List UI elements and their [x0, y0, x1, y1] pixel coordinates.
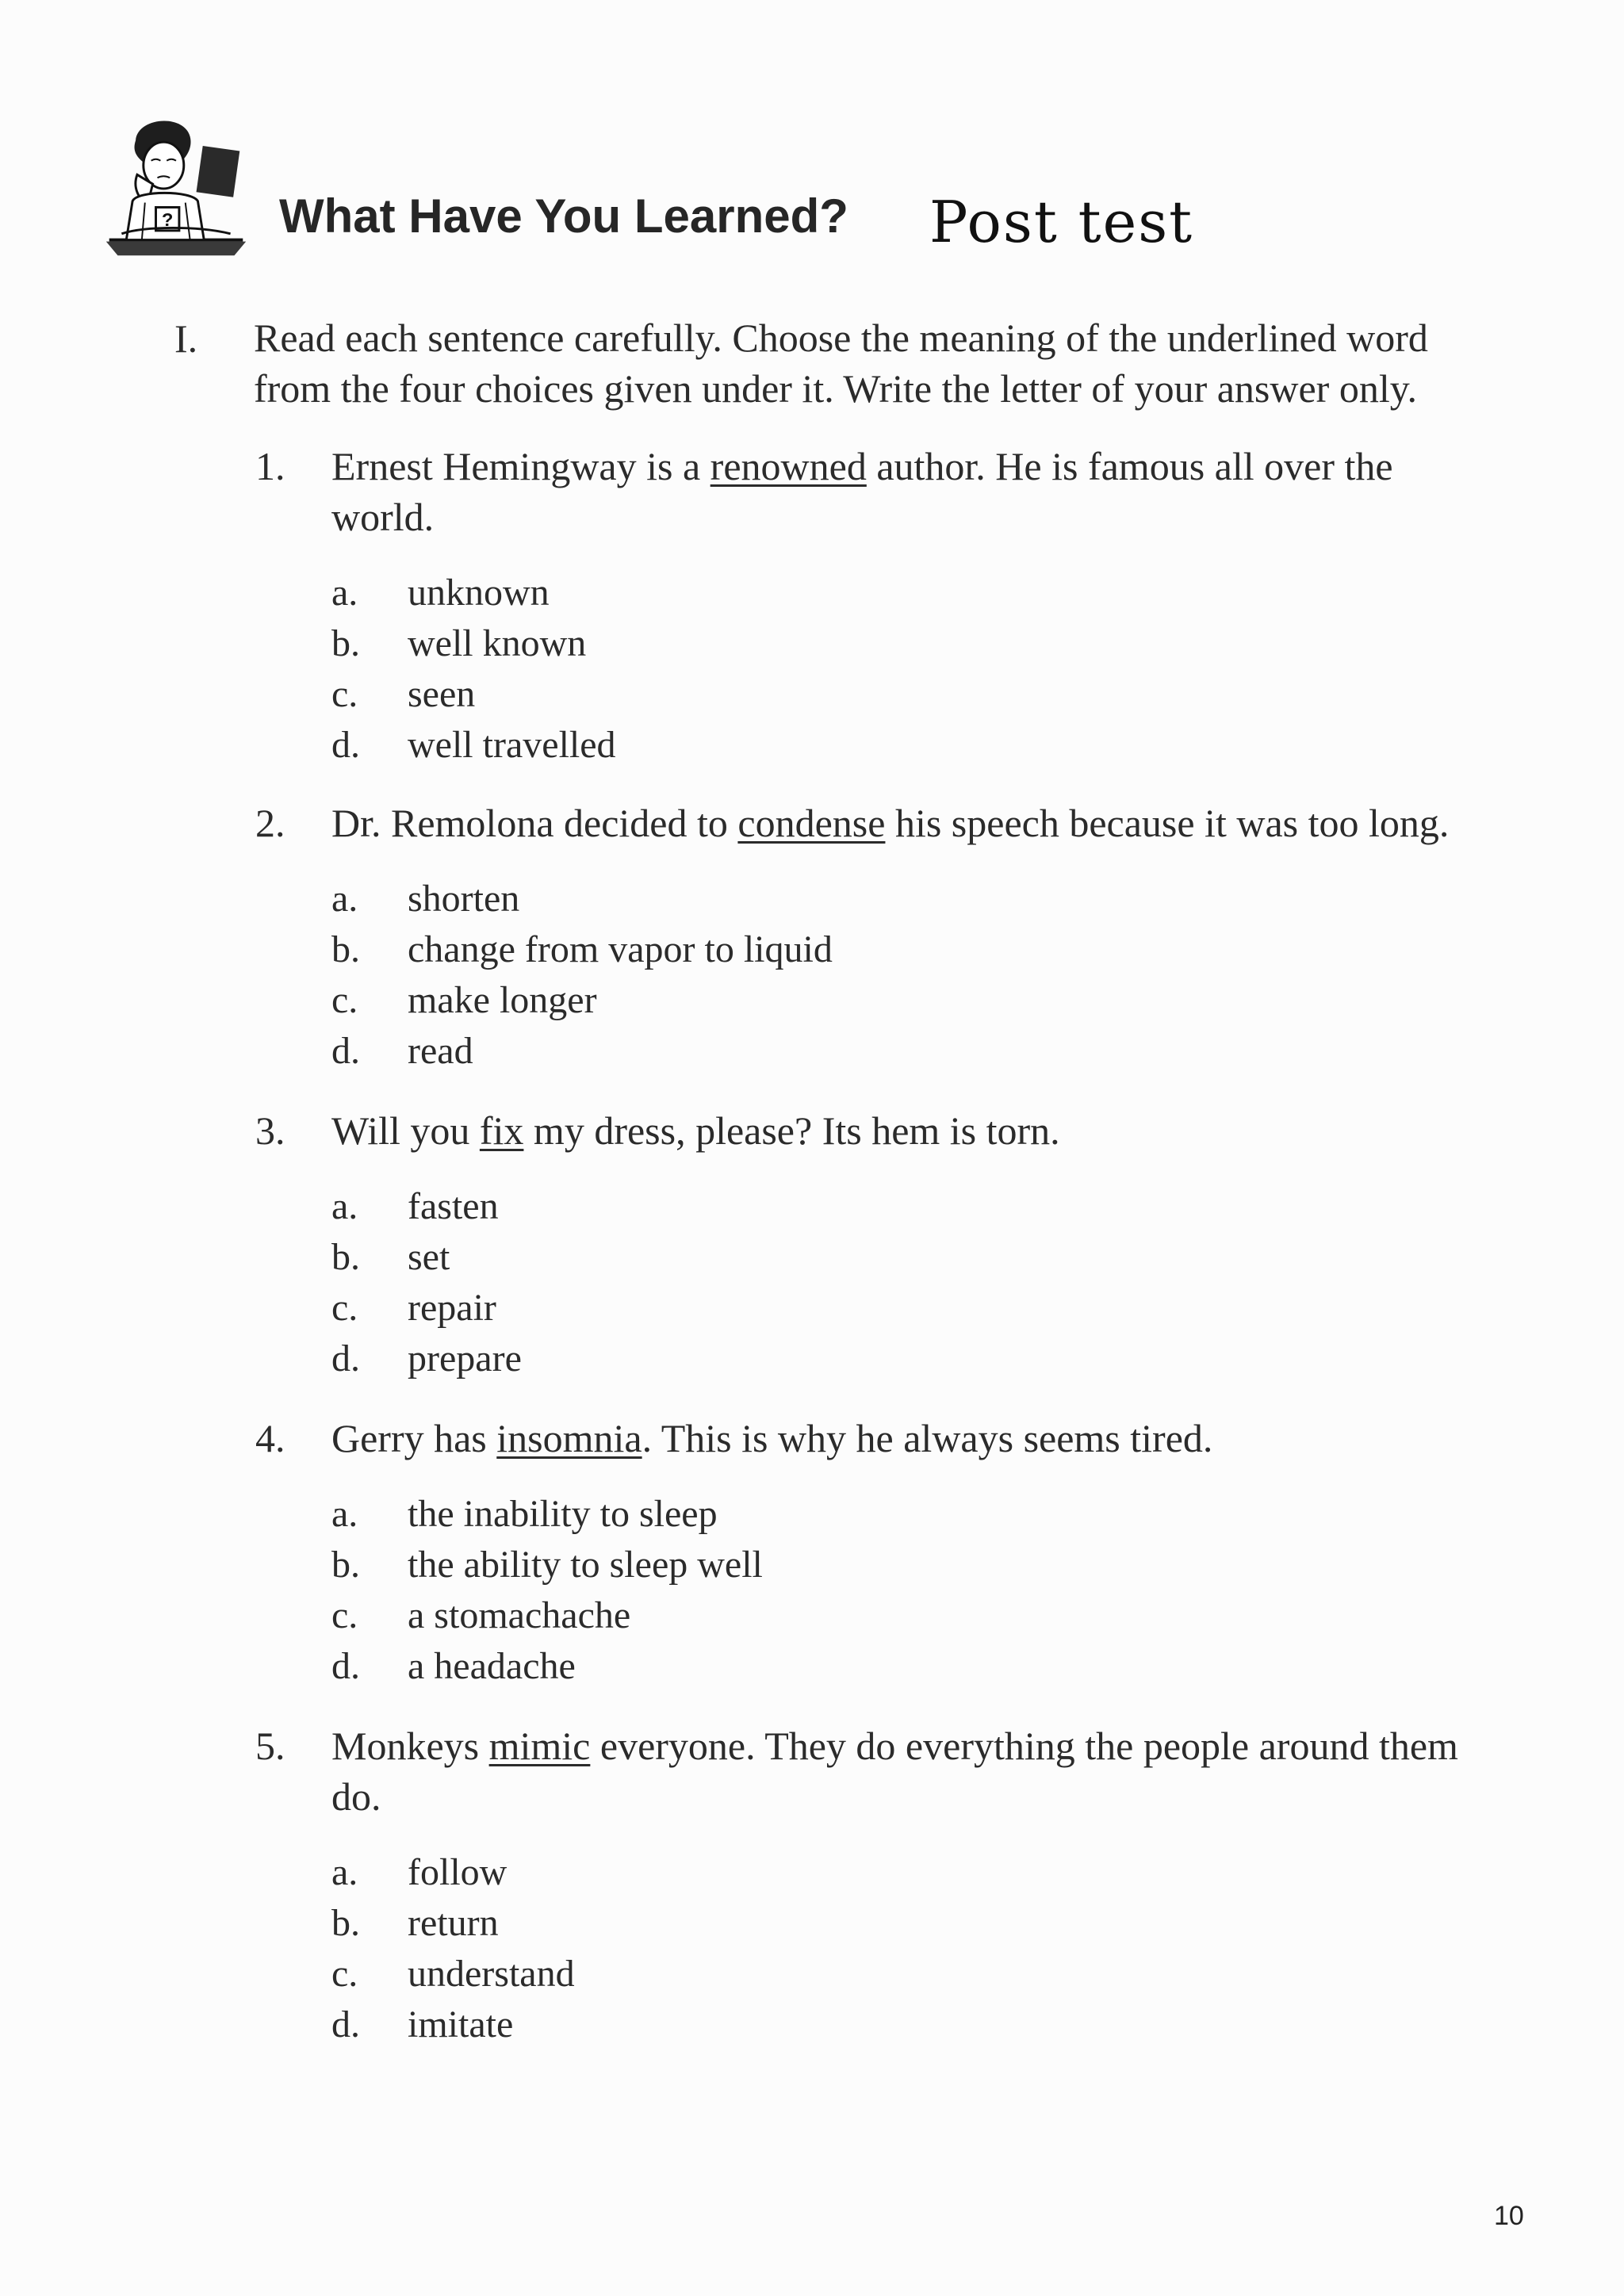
- option-c[interactable]: [0, 1590, 1624, 1641]
- question-text-before: Dr. Remolona decided to: [331, 801, 738, 845]
- option-text: shorten: [408, 878, 520, 920]
- option-b[interactable]: [0, 924, 1624, 975]
- option-text: set: [408, 1236, 450, 1278]
- option-letter: d.: [331, 1337, 360, 1380]
- student-thinking-icon: [98, 109, 254, 265]
- question-number: 1.: [255, 444, 285, 488]
- question-text-before: Ernest Hemingway is a: [331, 444, 710, 488]
- question-text-after: author. He is famous all over the world.: [331, 444, 1393, 539]
- option-text: the inability to sleep: [408, 1493, 718, 1535]
- option-b[interactable]: [0, 1232, 1624, 1283]
- question-text-after: everyone. They do everything the people around them do.: [331, 1724, 1458, 1819]
- option-text: make longer: [408, 979, 597, 1021]
- question-text: [331, 441, 1505, 542]
- section-numeral: I.: [174, 316, 198, 361]
- option-a[interactable]: [0, 568, 1624, 618]
- question-text: [331, 1105, 1505, 1156]
- underlined-word: renowned: [710, 444, 867, 488]
- question-text-after: . This is why he always seems tired.: [642, 1416, 1213, 1460]
- option-letter: d.: [331, 1030, 360, 1072]
- option-a[interactable]: [0, 1489, 1624, 1540]
- option-letter: d.: [331, 724, 360, 766]
- option-text: prepare: [408, 1337, 522, 1380]
- underlined-word: fix: [479, 1108, 524, 1153]
- option-letter: c.: [331, 979, 358, 1021]
- option-b[interactable]: [0, 618, 1624, 669]
- option-letter: c.: [331, 673, 358, 715]
- option-d[interactable]: [0, 1334, 1624, 1384]
- option-c[interactable]: [0, 1283, 1624, 1334]
- option-b[interactable]: [0, 1898, 1624, 1949]
- option-letter: c.: [331, 1287, 358, 1329]
- section-instruction: [254, 312, 1491, 414]
- option-d[interactable]: [0, 1026, 1624, 1077]
- underlined-word: condense: [737, 801, 886, 845]
- option-text: fasten: [408, 1185, 499, 1227]
- option-text: repair: [408, 1287, 496, 1329]
- option-b[interactable]: [0, 1540, 1624, 1590]
- question-text: [331, 1720, 1505, 1822]
- question-text-before: Gerry has: [331, 1416, 497, 1460]
- page-heading: What Have You Learned?: [279, 189, 848, 243]
- option-text: change from vapor to liquid: [408, 928, 833, 970]
- option-a[interactable]: [0, 874, 1624, 924]
- option-letter: d.: [331, 2003, 360, 2045]
- option-letter: a.: [331, 572, 358, 614]
- option-text: understand: [408, 1953, 575, 1995]
- option-letter: c.: [331, 1594, 358, 1636]
- question-text-after: his speech because it was too long.: [885, 801, 1450, 845]
- option-text: unknown: [408, 572, 550, 614]
- question-text-before: Monkeys: [331, 1724, 489, 1768]
- underlined-word: insomnia: [496, 1416, 642, 1460]
- option-text: well travelled: [408, 724, 616, 766]
- post-test-label: Post test: [929, 189, 1194, 255]
- page-number: 10: [1494, 2201, 1524, 2231]
- question-number: 4.: [255, 1416, 285, 1460]
- option-letter: b.: [331, 1902, 360, 1944]
- option-text: imitate: [408, 2003, 514, 2045]
- option-letter: a.: [331, 1185, 358, 1227]
- option-letter: b.: [331, 1236, 360, 1278]
- option-text: well known: [408, 622, 587, 664]
- option-letter: a.: [331, 878, 358, 920]
- option-text: the ability to sleep well: [408, 1544, 763, 1586]
- option-d[interactable]: [0, 1641, 1624, 1692]
- question-text: [331, 798, 1505, 848]
- question-number: 3.: [255, 1108, 285, 1153]
- option-letter: b.: [331, 1544, 360, 1586]
- option-text: a stomachache: [408, 1594, 631, 1636]
- option-letter: b.: [331, 622, 360, 664]
- svg-text:?: ?: [162, 209, 174, 230]
- option-text: seen: [408, 673, 476, 715]
- option-c[interactable]: [0, 975, 1624, 1026]
- question-text-before: Will you: [331, 1108, 480, 1153]
- option-letter: a.: [331, 1493, 358, 1535]
- option-letter: a.: [331, 1851, 358, 1893]
- option-d[interactable]: [0, 1999, 1624, 2050]
- option-text: follow: [408, 1851, 508, 1893]
- option-text: a headache: [408, 1645, 576, 1687]
- option-text: read: [408, 1030, 473, 1072]
- option-a[interactable]: [0, 1181, 1624, 1232]
- question-number: 2.: [255, 801, 285, 845]
- instruction-line: Read each sentence carefully. Choose the meaning of the underlined word: [254, 316, 1428, 360]
- option-text: return: [408, 1902, 499, 1944]
- option-letter: d.: [331, 1645, 360, 1687]
- option-letter: c.: [331, 1953, 358, 1995]
- option-a[interactable]: [0, 1847, 1624, 1898]
- option-c[interactable]: [0, 1949, 1624, 1999]
- option-d[interactable]: [0, 720, 1624, 771]
- underlined-word: mimic: [488, 1724, 591, 1768]
- question-number: 5.: [255, 1724, 285, 1768]
- question-text-after: my dress, please? Its hem is torn.: [523, 1108, 1060, 1153]
- option-c[interactable]: [0, 669, 1624, 720]
- instruction-line: from the four choices given under it. Write the letter of your answer only.: [254, 366, 1417, 411]
- question-text: [331, 1413, 1505, 1464]
- option-letter: b.: [331, 928, 360, 970]
